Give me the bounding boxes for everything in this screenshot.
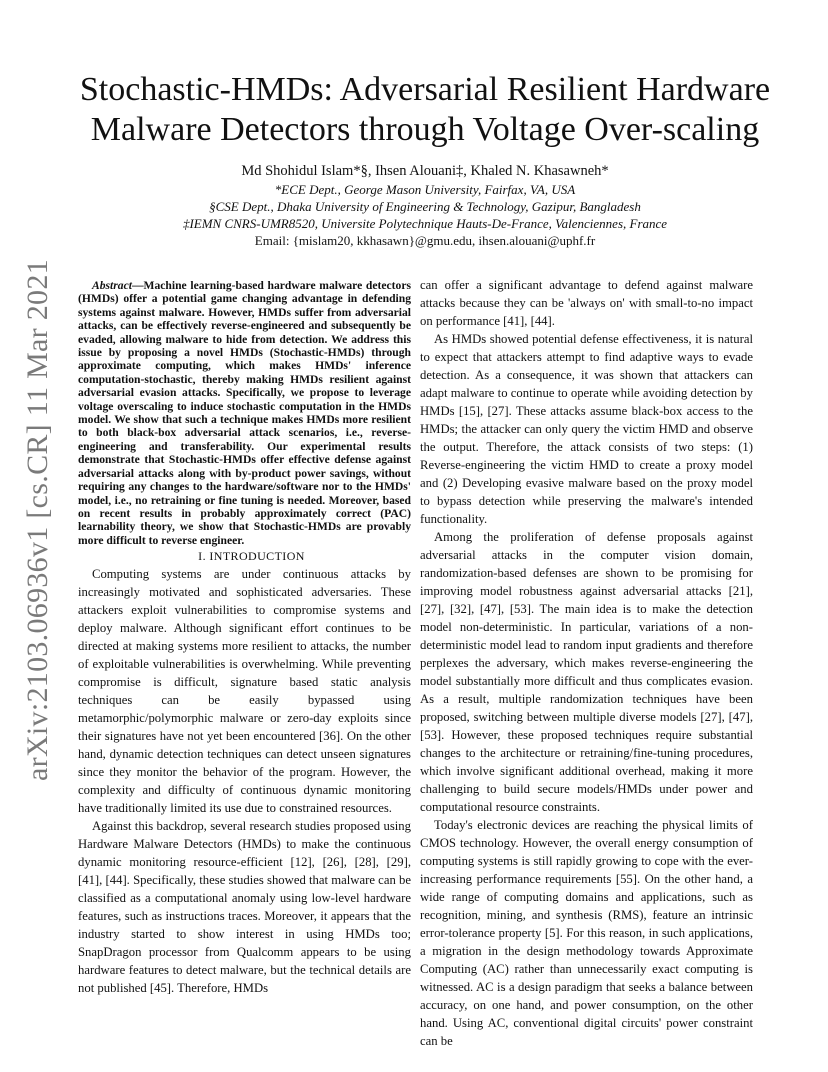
right-paragraph-2: As HMDs showed potential defense effectiveness, it is natural to expect that attackers attempt to find adaptive ways to evade detection. As a consequence, it was shown that attackers can adapt malware to continue to operate while avoiding detection by HMDs [15], [27]. These attacks assume black-box access to the HMDs; the attacker can only query the victim HMD and observe the output. Therefore, the attack consists of two steps: (1) Reverse-engineering the victim HMD to create a proxy model and (2) Developing evasive malware based on the proxy model to bypass detection while preserving the malware's intended functionality. xyxy=(420,332,753,526)
intro-paragraph-2: Against this backdrop, several research studies proposed using Hardware Malware Detectors (HMDs) to make the continuous dynamic monitoring resource-efficient [12], [26], [28], [29], [41], [44]. Specifically, these studies showed that malware can be classified as a computational anomaly using low-level hardware features, such as instructions traces. Moreover, it appears that the industry started to show interest in using HMDs too; SnapDragon processor from Qualcomm appears to be using hardware features to detect malware, but the technical details are not published [45]. Therefore, HMDs xyxy=(78,819,411,996)
affiliation-2: §CSE Dept., Dhaka University of Engineering & Technology, Gazipur, Bangladesh xyxy=(209,199,641,214)
paper-title xyxy=(60,70,790,150)
right-paragraph-1: can offer a significant advantage to defend against malware attacks because they can be 'always on' with small-to-no impact on performance [41], [44]. xyxy=(420,278,753,328)
affiliation-3: ‡IEMN CNRS-UMR8520, Universite Polytechnique Hauts-De-France, Valenciennes, France xyxy=(182,216,668,231)
authors: Md Shohidul Islam*§, Ihsen Alouani‡, Khaled N. Khasawneh* xyxy=(241,163,609,179)
arxiv-stamp-text: arXiv:2103.06936v1 [cs.CR] 11 Mar 2021 xyxy=(21,259,54,781)
arxiv-side-stamp xyxy=(8,259,68,781)
affiliation-1: *ECE Dept., George Mason University, Fairfax, VA, USA xyxy=(274,182,576,197)
abstract xyxy=(78,279,411,547)
left-column xyxy=(78,279,411,997)
right-column xyxy=(420,276,753,1050)
right-paragraph-3: Among the proliferation of defense proposals against adversarial attacks in the computer vision domain, randomization-based defenses are shown to be promising for improving model robustness against adversarial attacks [21], [27], [32], [47], [53]. The main idea is to make the detection model non-deterministic. In particular, variations of a non-deterministic model lead to random input gradients and therefore perplexes the adversary, which makes reverse-engineering the model substantially more difficult and thus complicates evasion. As a result, multiple randomization techniques have been proposed, switching between multiple diverse models [27], [47], [53]. However, these proposed techniques require substantial changes to the architecture or retraining/fine-tuning procedures, which involve significant additional overhead, making it more challenging to build secure models/HMDs under power and computational resource constraints. xyxy=(420,530,753,814)
abstract-body: —Machine learning-based hardware malware detectors (HMDs) offer a potential game changing advantage in defending systems against malware. However, HMDs suffer from adversarial attacks, can be effectively reverse-engineered and subsequently be evaded, allowing malware to hide from detection. We address this issue by proposing a novel HMDs (Stochastic-HMDs) through approximate computing, which makes HMDs' inference computation-stochastic, thereby making HMDs resilient against adversarial evasion attacks. Specifically, we propose to leverage voltage overscaling to induce stochastic computation in the HMDs model. We show that such a technique makes HMDs more resilient to both black-box adversarial attack scenarios, i.e., reverse-engineering and transferability. Our experimental results demonstrate that Stochastic-HMDs offer effective defense against adversarial attacks along with by-product power savings, without requiring any changes to the hardware/software nor to the HMDs' model, i.e., no retraining or fine tuning is needed. Moreover, based on recent results in probably approximately correct (PAC) learnability theory, we show that Stochastic-HMDs are provably more difficult to reverse engineer. xyxy=(78,279,411,547)
title-line-2: Malware Detectors through Voltage Over-scaling xyxy=(90,111,760,148)
email-line: Email: {mislam20, kkhasawn}@gmu.edu, ihsen.alouani@uphf.fr xyxy=(254,233,596,248)
intro-paragraph-1: Computing systems are under continuous attacks by increasingly motivated and sophisticated adversaries. These attackers exploit vulnerabilities to compromise systems and deploy malware. Although significant effort continues to be directed at making systems more resilient to attacks, the number of exploitable vulnerabilities is overwhelming. While preventing compromise is difficult, signature based static analysis techniques can be easily bypassed using metamorphic/polymorphic malware or zero-day exploits since their signatures have not yet been encountered [36]. On the other hand, dynamic detection techniques can detect unseen signatures since they monitor the behavior of the program. However, the complexity and difficulty of continuous dynamic monitoring have traditionally limited its use due to constrained resources. xyxy=(78,567,411,816)
abstract-lead: Abstract xyxy=(92,279,132,292)
title-line-1: Stochastic-HMDs: Adversarial Resilient Hardware xyxy=(79,71,771,108)
section-heading: I. INTRODUCTION xyxy=(198,549,305,564)
right-paragraph-4: Today's electronic devices are reaching the physical limits of CMOS technology. However, the overall energy consumption of computing systems is still rapidly growing to cope with the ever-increasing performance requirements [55]. On the other hand, a wide range of computing domains and applications, such as recognition, mining, and synthesis (RMS), feature an intrinsic error-tolerance property [5]. For this reason, in such applications, a migration in the design methodology towards Approximate Computing (AC) rather than unnecessarily exact computing is witnessed. AC is a design paradigm that seeks a balance between accuracy, on one hand, and power consumption, on the other hand. Using AC, conventional digital circuits' power constraint can be xyxy=(420,818,753,1048)
